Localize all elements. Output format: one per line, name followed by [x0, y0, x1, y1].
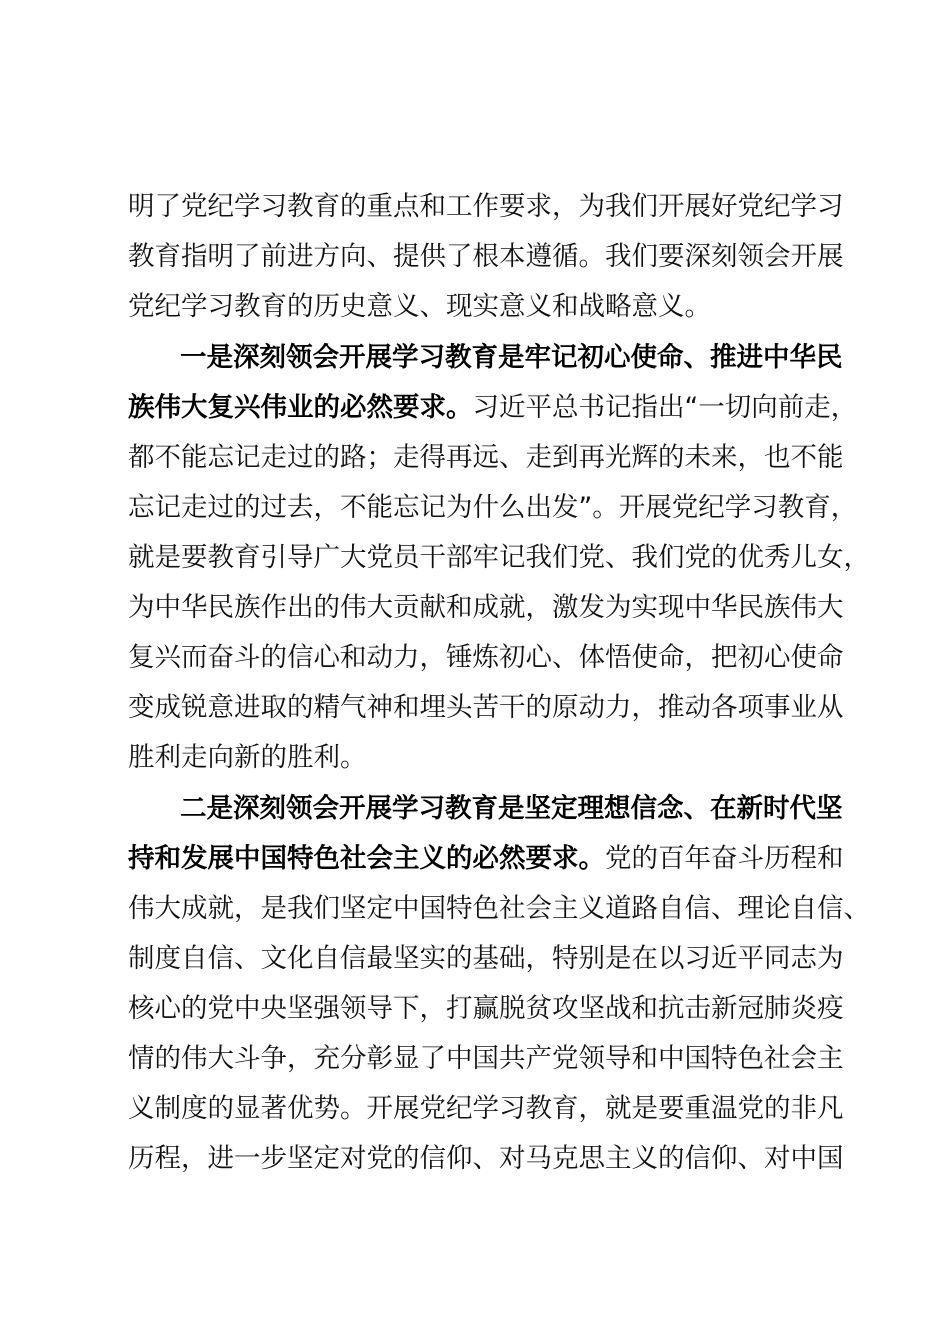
text-run: 为中华民族作出的伟大贡献和成就，激发为实现中华民族伟大: [128, 592, 844, 623]
text-line: [128, 433, 868, 483]
text-line: [128, 984, 868, 1034]
bold-heading: 一是深刻领会开展学习教育是牢记初心使命、推进中华民: [180, 342, 843, 373]
text-line: [128, 633, 868, 683]
text-line: [128, 884, 868, 934]
text-line: [128, 1084, 868, 1134]
text-run: 制度自信、文化自信最坚实的基础，特别是在以习近平同志为: [128, 943, 844, 974]
bold-heading: 族伟大复兴伟业的必然要求。: [128, 392, 473, 423]
text-run: 变成锐意进取的精气神和埋头苦干的原动力，推动各项事业从: [128, 692, 844, 723]
text-run: 就是要教育引导广大党员干部牢记我们党、我们党的优秀儿女，: [128, 542, 870, 573]
text-line: [128, 533, 868, 583]
text-line: [128, 683, 868, 733]
bold-heading: 二是深刻领会开展学习教育是坚定理想信念、在新时代坚: [180, 793, 843, 824]
text-line: [128, 934, 868, 984]
text-run: 情的伟大斗争，充分彰显了中国共产党领导和中国特色社会主: [128, 1043, 844, 1074]
text-line: [128, 834, 868, 884]
text-line: [128, 232, 868, 282]
text-run: 教育指明了前进方向、提供了根本遵循。我们要深刻领会开展: [128, 241, 844, 272]
text-line: [128, 583, 868, 633]
text-run: 党纪学习教育的历史意义、现实意义和战略意义。: [128, 291, 711, 322]
text-line: [128, 182, 868, 232]
text-line: [128, 282, 868, 332]
text-line: [128, 1134, 868, 1184]
bold-heading: 持和发展中国特色社会主义的必然要求。: [128, 843, 605, 874]
text-line: [128, 383, 868, 433]
paragraph-heading-line: [180, 333, 870, 383]
paragraph-heading-line: [180, 784, 870, 834]
text-run: 都不能忘记走过的路；走得再远、走到再光辉的未来，也不能: [128, 442, 844, 473]
text-line: [128, 483, 868, 533]
text-run: 历程，进一步坚定对党的信仰、对马克思主义的信仰、对中国: [128, 1143, 844, 1174]
text-run: 习近平总书记指出“一切向前走，: [472, 392, 858, 423]
text-run: 复兴而奋斗的信心和动力，锤炼初心、体悟使命，把初心使命: [128, 642, 844, 673]
text-line: [128, 733, 868, 783]
text-line: [128, 1034, 868, 1084]
text-run: 核心的党中央坚强领导下，打赢脱贫攻坚战和抗击新冠肺炎疫: [128, 993, 844, 1024]
text-run: 伟大成就，是我们坚定中国特色社会主义道路自信、理论自信、: [128, 893, 870, 924]
text-run: 胜利走向新的胜利。: [128, 742, 367, 773]
text-run: 忘记走过的过去，不能忘记为什么出发”。开展党纪学习教育，: [128, 492, 858, 523]
text-run: 党的百年奋斗历程和: [605, 843, 844, 874]
text-run: 明了党纪学习教育的重点和工作要求，为我们开展好党纪学习: [128, 191, 844, 222]
text-run: 义制度的显著优势。开展党纪学习教育，就是要重温党的非凡: [128, 1093, 844, 1124]
